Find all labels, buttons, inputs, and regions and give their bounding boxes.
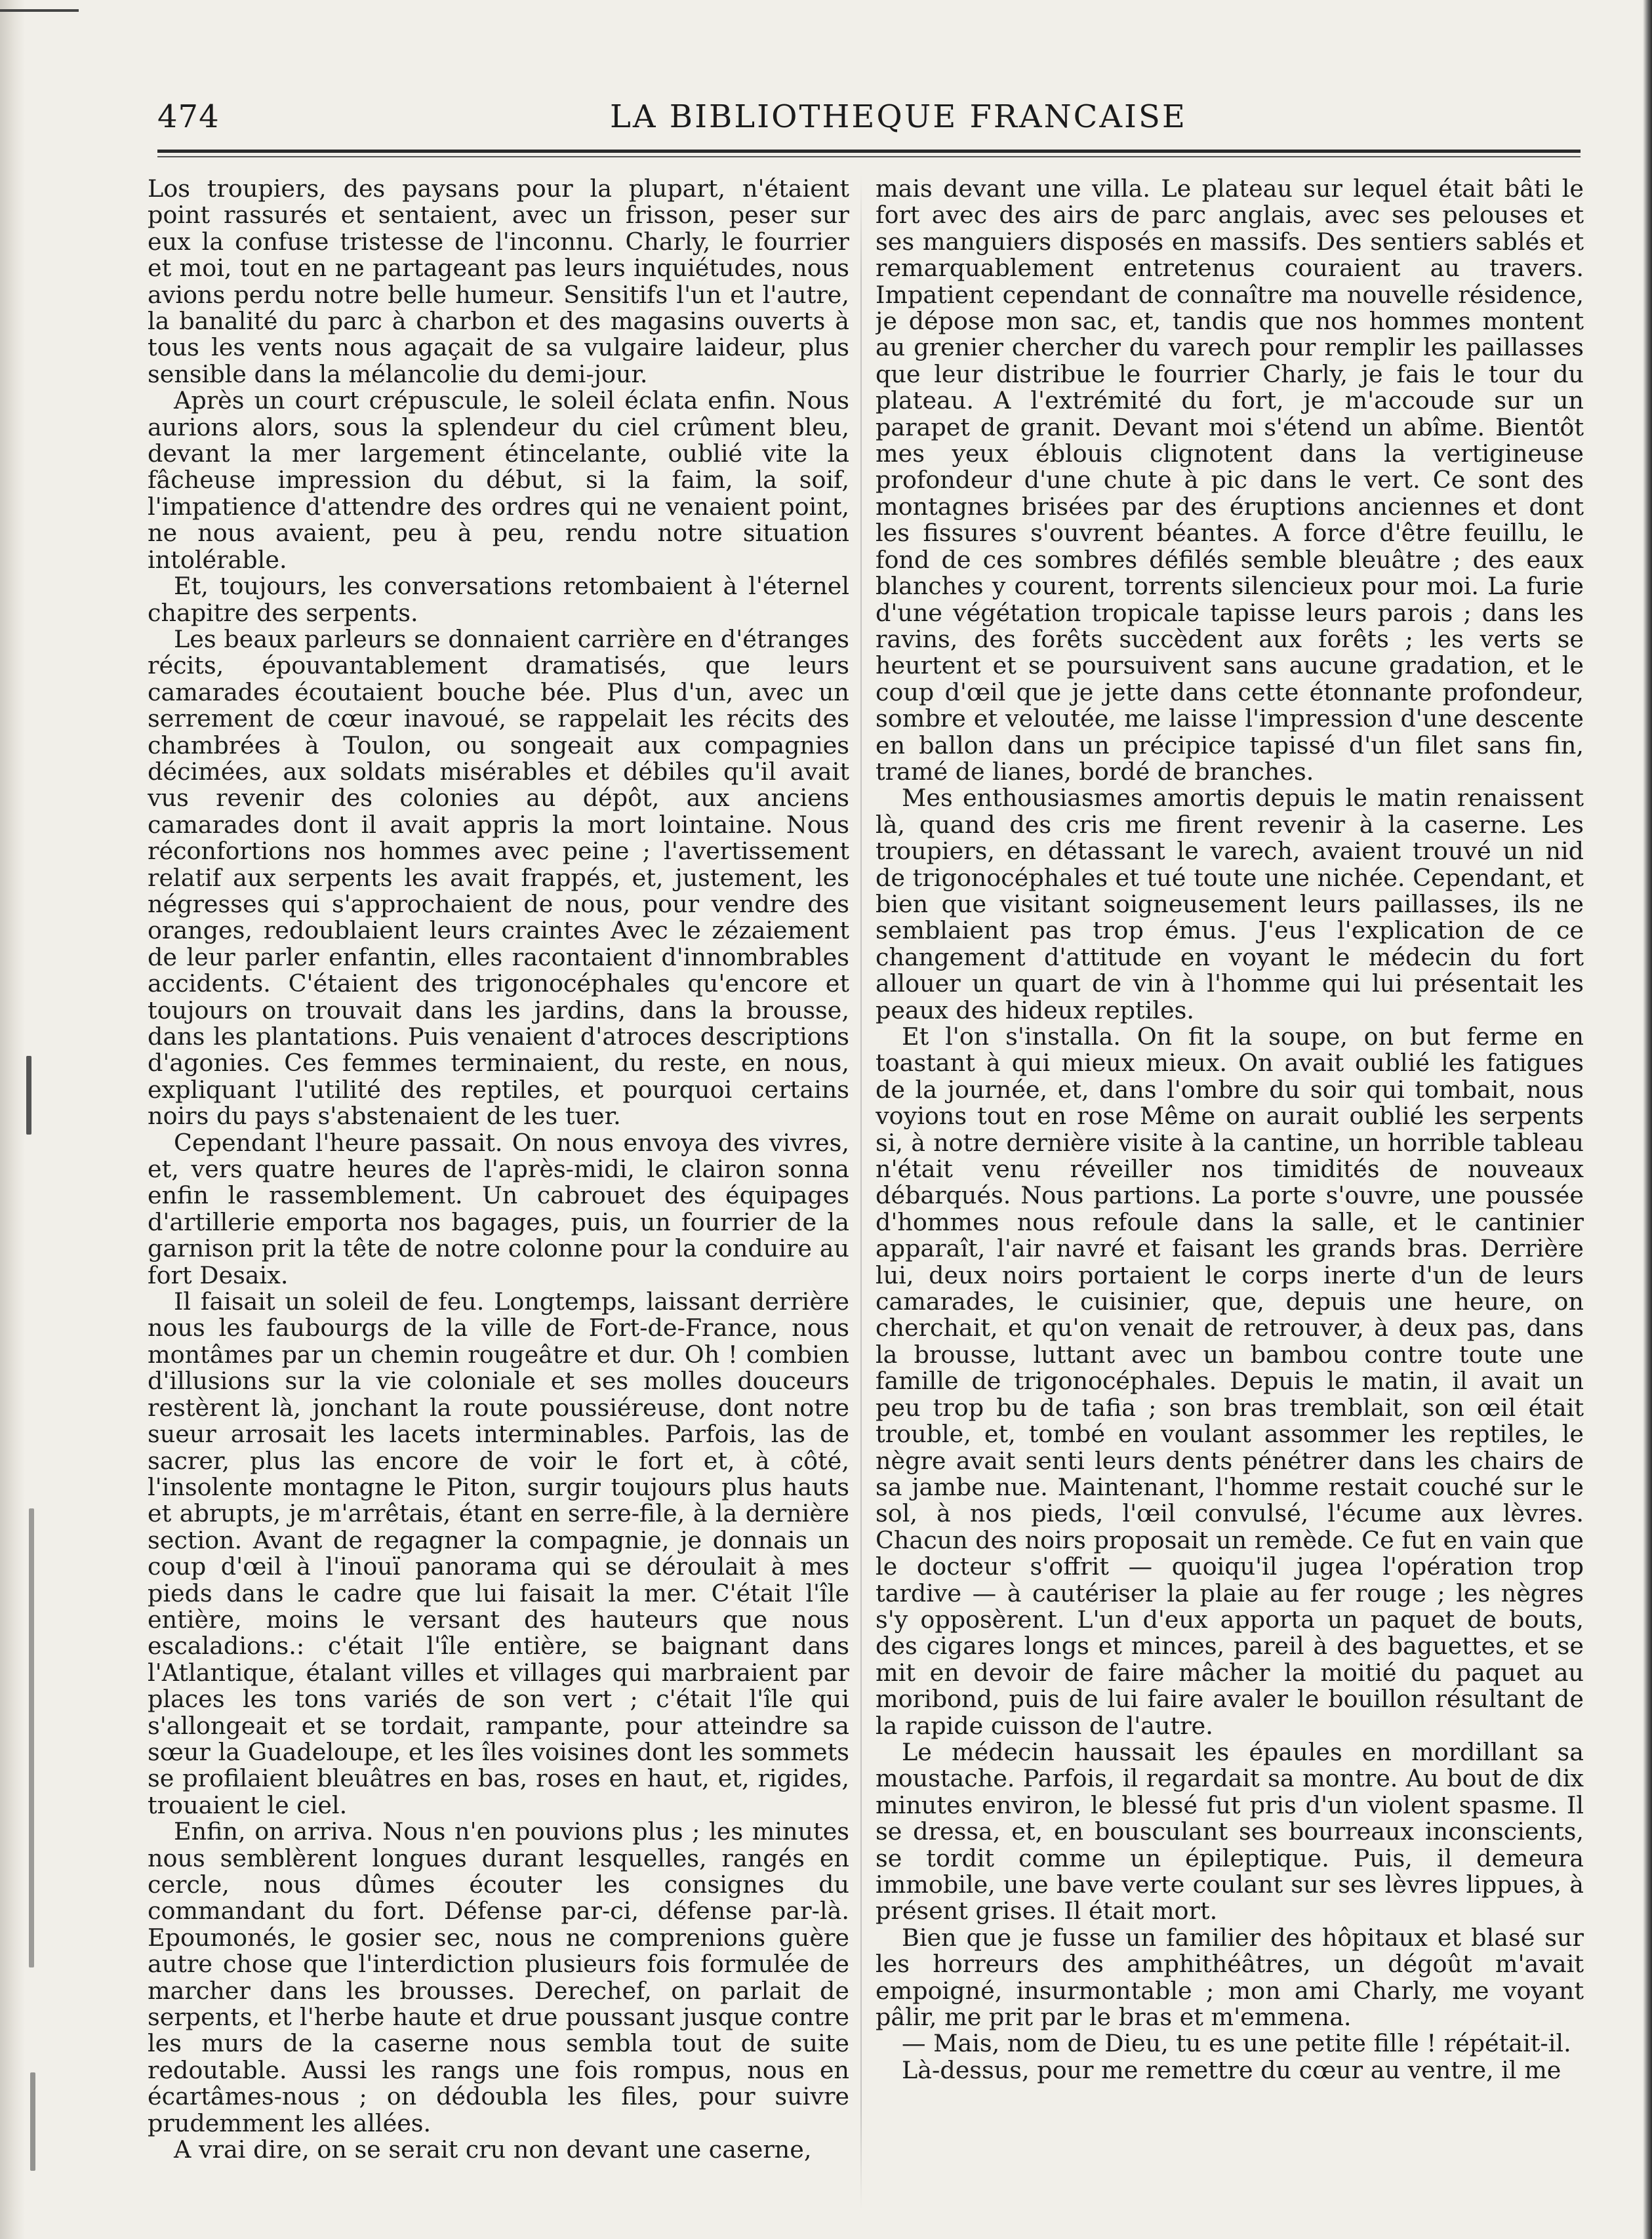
margin-scan-mark (30, 2072, 35, 2171)
right-column (876, 176, 1584, 2202)
paragraph: mais devant une villa. Le plateau sur lequel était bâti le fort avec des airs de parc anglais, avec ses pelouses et ses manguiers disposés en massifs. Des sentiers sablés et remarquablement entretenus couraient au travers. Impatient cependant de connaître ma nouvelle résidence, je dépose mon sac, et, tandis que nos hommes montent au grenier chercher du varech pour remplir les paillasses que leur distribue le fourrier Charly, je fais le tour du plateau. A l'extrémité du fort, je m'accoude sur un parapet de granit. Devant moi s'étend un abîme. Bientôt mes yeux éblouis clignotent dans la vertigineuse profondeur d'une chute à pic dans le vert. Ce sont des montagnes brisées par des éruptions anciennes et dont les fissures s'ouvrent béantes. A force d'être feuillu, le fond de ces sombres défilés semble bleuâtre ; des eaux blanches y courent, torrents silencieux pour moi. La furie d'une végétation tropicale tapisse leurs parois ; dans les ravins, des forêts succèdent aux forêts ; les verts se heurtent et se poursuivent sans aucune gradation, et le coup d'œil que je jette dans cette étonnante profondeur, sombre et veloutée, me laisse l'impression d'une descente en ballon dans un précipice tapissé d'un filet sans fin, tramé de lianes, bordé de branches. (876, 176, 1584, 786)
scan-edge-right (1643, 0, 1652, 2239)
paragraph: Los troupiers, des paysans pour la plupart, n'étaient point rassurés et sentaient, avec un frisson, peser sur eux la confuse tristesse de l'inconnu. Charly, le fourrier et moi, tout en ne partageant pas leurs inquiétudes, nous avions perdu notre belle humeur. Sensitifs l'un et l'autre, la banalité du parc à charbon et des magasins ouverts à tous les vents nous agaçait de sa vulgaire laideur, plus sensible dans la mélancolie du demi-jour. (148, 176, 849, 388)
paragraph: Là-dessus, pour me remettre du cœur au ventre, il me (902, 2055, 1561, 2084)
paragraph: Il faisait un soleil de feu. Longtemps, laissant derrière nous les faubourgs de la ville de Fort-de-France, nous montâmes par un chemin rougeâtre et dur. Oh ! combien d'illusions sur la vie coloniale et ses molles douceurs restèrent là, jonchant la route poussiéreuse, dont notre sueur arrosait les lacets interminables. Parfois, las de sacrer, plus las encore de voir le fort et, à côté, l'insolente montagne le Piton, surgir toujours plus hauts et abrupts, je m'arrêtais, étant en serre-file, à la dernière section. Avant de regagner la compagnie, je donnais un coup d'œil à l'inouï panorama qui se déroulait à mes pieds dans le cadre que lui faisait la mer. C'était l'île entière, moins le versant des hauteurs que nous escaladions.: c'était l'île entière, se baignant dans l'Atlantique, étalant villes et villages qui marbraient par places les tons variés de son vert ; c'était l'île qui s'allongeait et se tordait, rampante, pour atteindre sa sœur la Guadeloupe, et les îles voisines dont les sommets se profilaient bleuâtres en bas, roses en haut, et, rigides, trouaient le ciel. (148, 1287, 849, 1819)
page-number: 474 (157, 98, 220, 135)
paragraph: — Mais, nom de Dieu, tu es une petite fille ! répétait-il. (902, 2029, 1571, 2058)
running-title: LA BIBLIOTHEQUE FRANCAISE (610, 98, 1187, 135)
header-rule (157, 150, 1581, 153)
scan-edge-left (0, 0, 25, 2239)
left-column (148, 176, 849, 2202)
page-header (157, 98, 1600, 151)
column-divider (860, 176, 862, 2209)
paragraph: Et l'on s'installa. On fit la soupe, on but ferme en toastant à qui mieux mieux. On avait oublié les fatigues de la journée, et, dans l'ombre du soir qui tombait, nous voyions tout en rose Même on aurait oublié les serpents si, à notre dernière visite à la cantine, un horrible tableau n'était venu réveiller nos timidités de nouveaux débarqués. Nous partions. La porte s'ouvre, une poussée d'hommes nous refoule dans la salle, et le cantinier apparaît, l'air navré et faisant les grands bras. Derrière lui, deux noirs portaient le corps inerte d'un de leurs camarades, le cuisinier, que, depuis une heure, on cherchait, et qu'on venait de retrouver, à deux pas, dans la brousse, luttant avec un bambou contre toute une famille de trigonocéphales. Depuis le matin, il avait un peu trop bu de tafia ; son bras tremblait, son œil était trouble, et, tombé en voulant assommer les reptiles, le nègre avait senti leurs dents pénétrer dans les chairs de sa jambe nue. Maintenant, l'homme restait couché sur le sol, à nos pieds, l'œil convulsé, l'écume aux lèvres. Chacun des noirs proposait un remède. Ce fut en vain que le docteur s'offrit — quoiqu'il jugea l'opération trop tardive — à cautériser la plaie au fer rouge ; les nègres s'y opposèrent. L'un d'eux apporta un paquet de bouts, des cigares longs et minces, pareil à des baguettes, et se mit en devoir de faire mâcher la moitié du paquet au moribond, puis de lui faire avaler le bouillon résultant de la rapide cuisson de l'autre. (876, 1022, 1584, 1740)
paragraph: Après un court crépuscule, le soleil éclata enfin. Nous aurions alors, sous la splendeur du ciel crûment bleu, devant la mer largement étincelante, oublié vite la fâcheuse impression du début, si la faim, la soif, l'impatience d'attendre des ordres qui ne venaient point, ne nous avaient, peu à peu, rendu notre situation intolérable. (148, 386, 849, 574)
paragraph: Les beaux parleurs se donnaient carrière en d'étranges récits, épouvantablement dramatisés, que leurs camarades écoutaient bouche bée. Plus d'un, avec un serrement de cœur inavoué, se rappelait les récits des chambrées à Toulon, ou songeait aux compagnies décimées, aux soldats misérables et débiles qu'il avait vus revenir des colonies au dépôt, aux anciens camarades dont il avait appris la mort lointaine. Nous réconfortions nos hommes avec peine ; l'avertissement relatif aux serpents les avait frappés, et, justement, les négresses qui s'approchaient de nous, pour vendre des oranges, redoublaient leurs craintes Avec le zézaiement de leur parler enfantin, elles racontaient d'innombrables accidents. C'étaient des trigonocéphales qu'encore et toujours on trouvait dans les jardins, dans la brousse, dans les plantations. Puis venaient d'atroces descriptions d'agonies. Ces femmes terminaient, du reste, en nous, expliquant l'utilité des reptiles, et pourquoi certains noirs du pays s'abstenaient de les tuer. (148, 624, 849, 1131)
paragraph: Bien que je fusse un familier des hôpitaux et blasé sur les horreurs des amphithéâtres, un dégoût m'avait empoigné, insurmontable ; mon ami Charly, me voyant pâlir, me prit par le bras et m'emmena. (876, 1923, 1584, 2032)
paragraph: A vrai dire, on se serait cru non devant une caserne, (174, 2135, 812, 2164)
margin-scan-mark (26, 1056, 31, 1135)
header-rule-thin (157, 156, 1581, 157)
paragraph: Et, toujours, les conversations retombaient à l'éternel chapitre des serpents. (148, 572, 849, 627)
paragraph: Le médecin haussait les épaules en mordillant sa moustache. Parfois, il regardait sa montre. Au bout de dix minutes environ, le blessé fut pris d'un violent spasme. Il se dressa, et, en bousculant ses bourreaux inconscients, se tordit comme un épileptique. Puis, il demeura immobile, une bave verte coulant sur ses lèvres lippues, à présent grises. Il était mort. (876, 1737, 1584, 1926)
paragraph: Mes enthousiasmes amortis depuis le matin renaissent là, quand des cris me firent revenir à la caserne. Les troupiers, en détassant le varech, avaient trouvé un nid de trigonocéphales et tué toute une nichée. Cependant, et bien que visitant soigneusement leurs paillasses, ils ne semblaient pas trop émus. J'eus l'explication de ce changement d'attitude en voyant le médecin du fort allouer un quart de vin à l'homme qui lui présentait les peaux des hideux reptiles. (876, 784, 1584, 1024)
top-corner-rule (0, 9, 79, 12)
paragraph: Enfin, on arriva. Nous n'en pouvions plus ; les minutes nous semblèrent longues durant lesquelles, rangés en cercle, nous dûmes écouter les consignes du commandant du fort. Défense par-ci, défense par-là. Epoumonés, le gosier sec, nous ne comprenions guère autre chose que l'interdiction plusieurs fois formulée de marcher dans les brousses. Derechef, on parlait de serpents, et l'herbe haute et drue poussant jusque contre les murs de la caserne nous sembla tout de suite redoutable. Aussi les rangs une fois rompus, nous en écartâmes-nous ; on dédoubla les files, pour suivre prudemment les allées. (148, 1817, 849, 2137)
margin-scan-mark (29, 1508, 34, 1967)
paragraph: Cependant l'heure passait. On nous envoya des vivres, et, vers quatre heures de l'après-midi, le clairon sonna enfin le rassemblement. Un cabrouet des équipages d'artillerie emporta nos bagages, puis, un fourrier de la garnison prit la tête de notre colonne pour la conduire au fort Desaix. (148, 1128, 849, 1289)
